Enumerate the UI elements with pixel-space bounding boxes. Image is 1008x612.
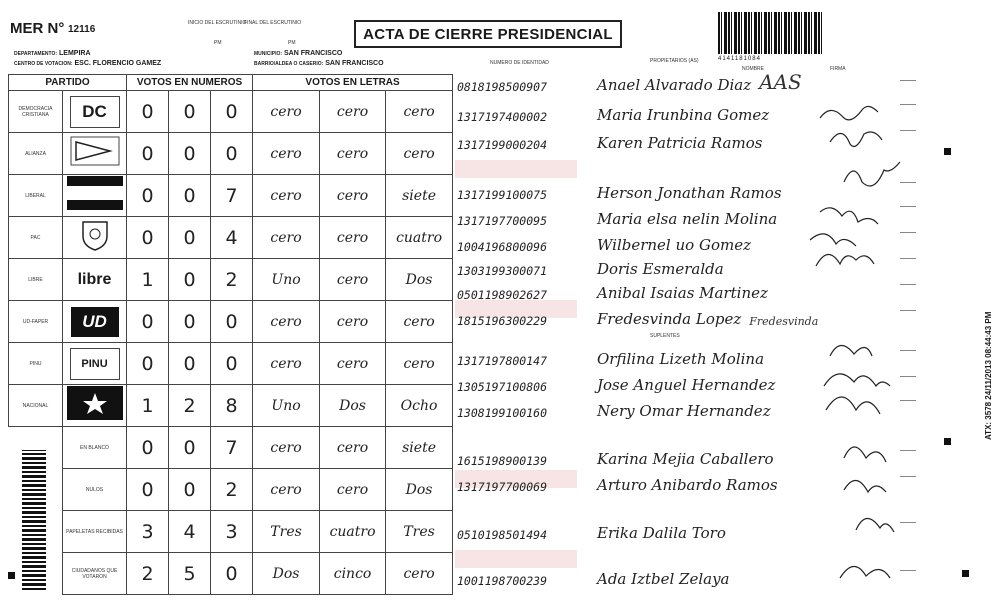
party-logo <box>63 301 127 343</box>
municipio-label: MUNICIPIO: <box>254 51 283 57</box>
party-logo <box>63 91 127 133</box>
barcode-number: 4141181084 <box>718 56 761 62</box>
vote-digit: 4 <box>211 217 253 259</box>
inicio-label: INICIO DEL ESCRUTINIO <box>188 20 247 26</box>
col-identidad: NUMERO DE IDENTIDAD <box>490 60 549 66</box>
signatures-icon <box>800 70 910 590</box>
member-id: 1308199100160 <box>457 406 548 420</box>
member-name: Jose Anguel Hernandez <box>597 376 776 394</box>
table-row <box>9 553 453 595</box>
table-row <box>9 217 453 259</box>
vote-table <box>8 74 453 595</box>
party-name: DEMOCRACIA CRISTIANA <box>9 91 63 133</box>
vote-word: cero <box>320 91 386 133</box>
col-votos-numeros: VOTOS EN NUMEROS <box>127 75 253 91</box>
party-logo <box>63 133 127 175</box>
member-name: Anael Alvarado Diaz <box>597 76 752 94</box>
vote-digit: 1 <box>127 259 169 301</box>
vote-digit: 0 <box>127 427 169 469</box>
vote-word: cinco <box>320 553 386 595</box>
member-id: 1004196800096 <box>457 240 548 254</box>
vote-word: cero <box>320 133 386 175</box>
table-row <box>9 133 453 175</box>
vote-digit: 0 <box>127 175 169 217</box>
member-name: Karen Patricia Ramos <box>597 134 763 152</box>
vote-word: cero <box>253 469 320 511</box>
pm-final: PM <box>288 40 296 46</box>
vote-word: cero <box>320 343 386 385</box>
party-name: ALIANZA <box>9 133 63 175</box>
party-logo <box>63 217 127 259</box>
vote-digit: 0 <box>169 91 211 133</box>
vote-digit: 0 <box>127 343 169 385</box>
vote-digit: 1 <box>127 385 169 427</box>
centro-value: ESC. FLORENCIO GAMEZ <box>74 60 162 67</box>
member-id: 1815196300229 <box>457 314 548 328</box>
registration-mark-icon <box>962 570 969 577</box>
vote-digit: 0 <box>127 217 169 259</box>
party-name: LIBRE <box>9 259 63 301</box>
vote-digit: 2 <box>169 385 211 427</box>
total-label: CIUDADANOS QUE VOTARON <box>63 553 127 595</box>
member-name: Ada Iztbel Zelaya <box>597 570 730 588</box>
total-label: PAPELETAS RECIBIDAS <box>63 511 127 553</box>
vote-word: cero <box>253 427 320 469</box>
vote-word: cero <box>320 301 386 343</box>
vote-word: cero <box>253 91 320 133</box>
nacional-star-icon <box>67 386 123 420</box>
vote-word: cero <box>320 259 386 301</box>
vote-word: siete <box>386 427 453 469</box>
vote-digit: 0 <box>169 301 211 343</box>
vote-digit: 0 <box>127 91 169 133</box>
col-firma: FIRMA <box>830 66 846 72</box>
vote-word: cero <box>320 175 386 217</box>
vote-digit: 0 <box>169 259 211 301</box>
party-logo <box>63 175 127 217</box>
member-name: Herson Jonathan Ramos <box>597 184 782 202</box>
vote-digit: 2 <box>211 469 253 511</box>
vote-word: Ocho <box>386 385 453 427</box>
barrio-value: SAN FRANCISCO <box>325 60 384 67</box>
party-name: LIBERAL <box>9 175 63 217</box>
liberal-flag-icon <box>67 176 123 210</box>
ud-logo-icon: UD <box>71 307 119 337</box>
vote-digit: 0 <box>211 133 253 175</box>
vote-digit: 7 <box>211 427 253 469</box>
col-votos-letras: VOTOS EN LETRAS <box>253 75 453 91</box>
vote-word: cero <box>253 175 320 217</box>
suplentes-label: SUPLENTES <box>650 333 680 339</box>
vote-digit: 2 <box>211 259 253 301</box>
dc-logo-icon: DC <box>70 96 120 128</box>
vote-digit: 0 <box>169 469 211 511</box>
member-id: 1317197400002 <box>457 110 548 124</box>
party-name: UD-FAPER <box>9 301 63 343</box>
vote-digit: 0 <box>211 343 253 385</box>
pinu-logo-icon: PINU <box>70 348 120 380</box>
table-row <box>9 301 453 343</box>
vote-word: cero <box>320 217 386 259</box>
municipio-value: SAN FRANCISCO <box>284 50 343 57</box>
vote-digit: 3 <box>211 511 253 553</box>
member-name: Anibal Isaias Martinez <box>597 284 768 302</box>
vote-word: Dos <box>386 469 453 511</box>
vote-word: cuatro <box>386 217 453 259</box>
col-partido: PARTIDO <box>9 75 127 91</box>
member-name: Orfilina Lizeth Molina <box>597 350 765 368</box>
pm-inicio: PM <box>214 40 222 46</box>
table-row <box>9 427 453 469</box>
party-logo <box>63 385 127 427</box>
total-label: EN BLANCO <box>63 427 127 469</box>
vote-word: Uno <box>253 385 320 427</box>
vote-digit: 4 <box>169 511 211 553</box>
vote-word: cero <box>320 469 386 511</box>
table-row <box>9 469 453 511</box>
member-name: Maria Irunbina Gomez <box>597 106 770 124</box>
vote-word: Dos <box>386 259 453 301</box>
barrio <box>254 60 384 67</box>
party-logo <box>63 343 127 385</box>
pac-shield-icon <box>75 218 115 252</box>
departamento <box>14 50 91 57</box>
vote-digit: 7 <box>211 175 253 217</box>
member-id: 1317199000204 <box>457 138 548 152</box>
member-name: Wilbernel uo Gomez <box>597 236 751 254</box>
vote-digit: 0 <box>169 427 211 469</box>
departamento-value: LEMPIRA <box>59 50 91 57</box>
vote-digit: 0 <box>169 175 211 217</box>
vote-word: cero <box>253 301 320 343</box>
table-row <box>9 511 453 553</box>
libre-logo-icon: libre <box>77 270 112 288</box>
registration-mark-icon <box>944 148 951 155</box>
vote-word: Uno <box>253 259 320 301</box>
departamento-label: DEPARTAMENTO: <box>14 51 58 57</box>
vote-word: cero <box>386 133 453 175</box>
barrio-label: BARRIO/ALDEA O CASERIO: <box>254 61 324 67</box>
table-row <box>9 259 453 301</box>
vote-word: siete <box>386 175 453 217</box>
mer-number: 12116 <box>68 24 96 35</box>
member-id: 1305197100806 <box>457 380 548 394</box>
document-title: ACTA DE CIERRE PRESIDENCIAL <box>354 20 622 48</box>
party-name: PAC <box>9 217 63 259</box>
col-propietarios: PROPIETARIOS (AS) <box>650 58 699 64</box>
member-id: 0501198902627 <box>457 288 548 302</box>
vote-word: Tres <box>253 511 320 553</box>
mer-label: MER N° <box>10 20 65 37</box>
municipio <box>254 50 342 57</box>
timestamp-stamp: ATX: 3578 24/11/2013 08:44:43 PM <box>984 311 993 440</box>
table-row <box>9 175 453 217</box>
col-nombre: NOMBRE <box>742 66 764 72</box>
party-logo <box>63 259 127 301</box>
registration-mark-icon <box>944 438 951 445</box>
member-id: 1317199100075 <box>457 188 548 202</box>
vote-digit: 0 <box>169 343 211 385</box>
vote-digit: 2 <box>127 553 169 595</box>
centro <box>14 60 161 67</box>
vote-digit: 0 <box>211 301 253 343</box>
vote-word: cero <box>386 91 453 133</box>
table-header-row <box>9 75 453 91</box>
vote-word: cero <box>386 553 453 595</box>
centro-label: CENTRO DE VOTACION: <box>14 61 73 67</box>
vote-word: cero <box>253 133 320 175</box>
member-id: 1001198700239 <box>457 574 548 588</box>
vote-word: cero <box>253 343 320 385</box>
member-name: Arturo Anibardo Ramos <box>597 476 778 494</box>
member-signature: AAS <box>759 70 802 94</box>
member-id: 1317197800147 <box>457 354 548 368</box>
party-name: NACIONAL <box>9 385 63 427</box>
vote-digit: 0 <box>127 301 169 343</box>
member-name: Karina Mejia Caballero <box>597 450 774 468</box>
vote-word: cero <box>386 301 453 343</box>
member-id: 0818198500907 <box>457 80 548 94</box>
vote-digit: 5 <box>169 553 211 595</box>
vote-digit: 8 <box>211 385 253 427</box>
vote-digit: 0 <box>169 133 211 175</box>
barcode-icon <box>718 12 822 54</box>
party-name: PINU <box>9 343 63 385</box>
vote-word: cuatro <box>320 511 386 553</box>
vote-word: Dos <box>320 385 386 427</box>
table-row <box>9 385 453 427</box>
final-label: FINAL DEL ESCRUTINIO <box>244 20 302 26</box>
vote-word: cero <box>386 343 453 385</box>
table-row <box>9 343 453 385</box>
member-name: Nery Omar Hernandez <box>597 402 771 420</box>
member-id: 1317197700069 <box>457 480 548 494</box>
vote-word: Tres <box>386 511 453 553</box>
member-id: 1303199300071 <box>457 264 548 278</box>
vote-digit: 0 <box>211 553 253 595</box>
vote-word: Dos <box>253 553 320 595</box>
vote-word: cero <box>253 217 320 259</box>
vote-digit: 3 <box>127 511 169 553</box>
member-id: 0510198501494 <box>457 528 548 542</box>
total-label: NULOS <box>63 469 127 511</box>
member-name: Fredesvinda Lopez <box>597 310 742 328</box>
alianza-logo-icon <box>70 136 120 166</box>
member-name: Doris Esmeralda <box>597 260 724 278</box>
table-row <box>9 91 453 133</box>
vote-digit: 0 <box>211 91 253 133</box>
member-name: Maria elsa nelin Molina <box>597 210 778 228</box>
vote-digit: 0 <box>127 469 169 511</box>
vote-word: cero <box>320 427 386 469</box>
member-name: Erika Dalila Toro <box>597 524 726 542</box>
vote-digit: 0 <box>127 133 169 175</box>
member-id: 1615198900139 <box>457 454 548 468</box>
member-id: 1317197700095 <box>457 214 548 228</box>
member-signature: Fredesvinda <box>749 315 819 328</box>
vote-digit: 0 <box>169 217 211 259</box>
